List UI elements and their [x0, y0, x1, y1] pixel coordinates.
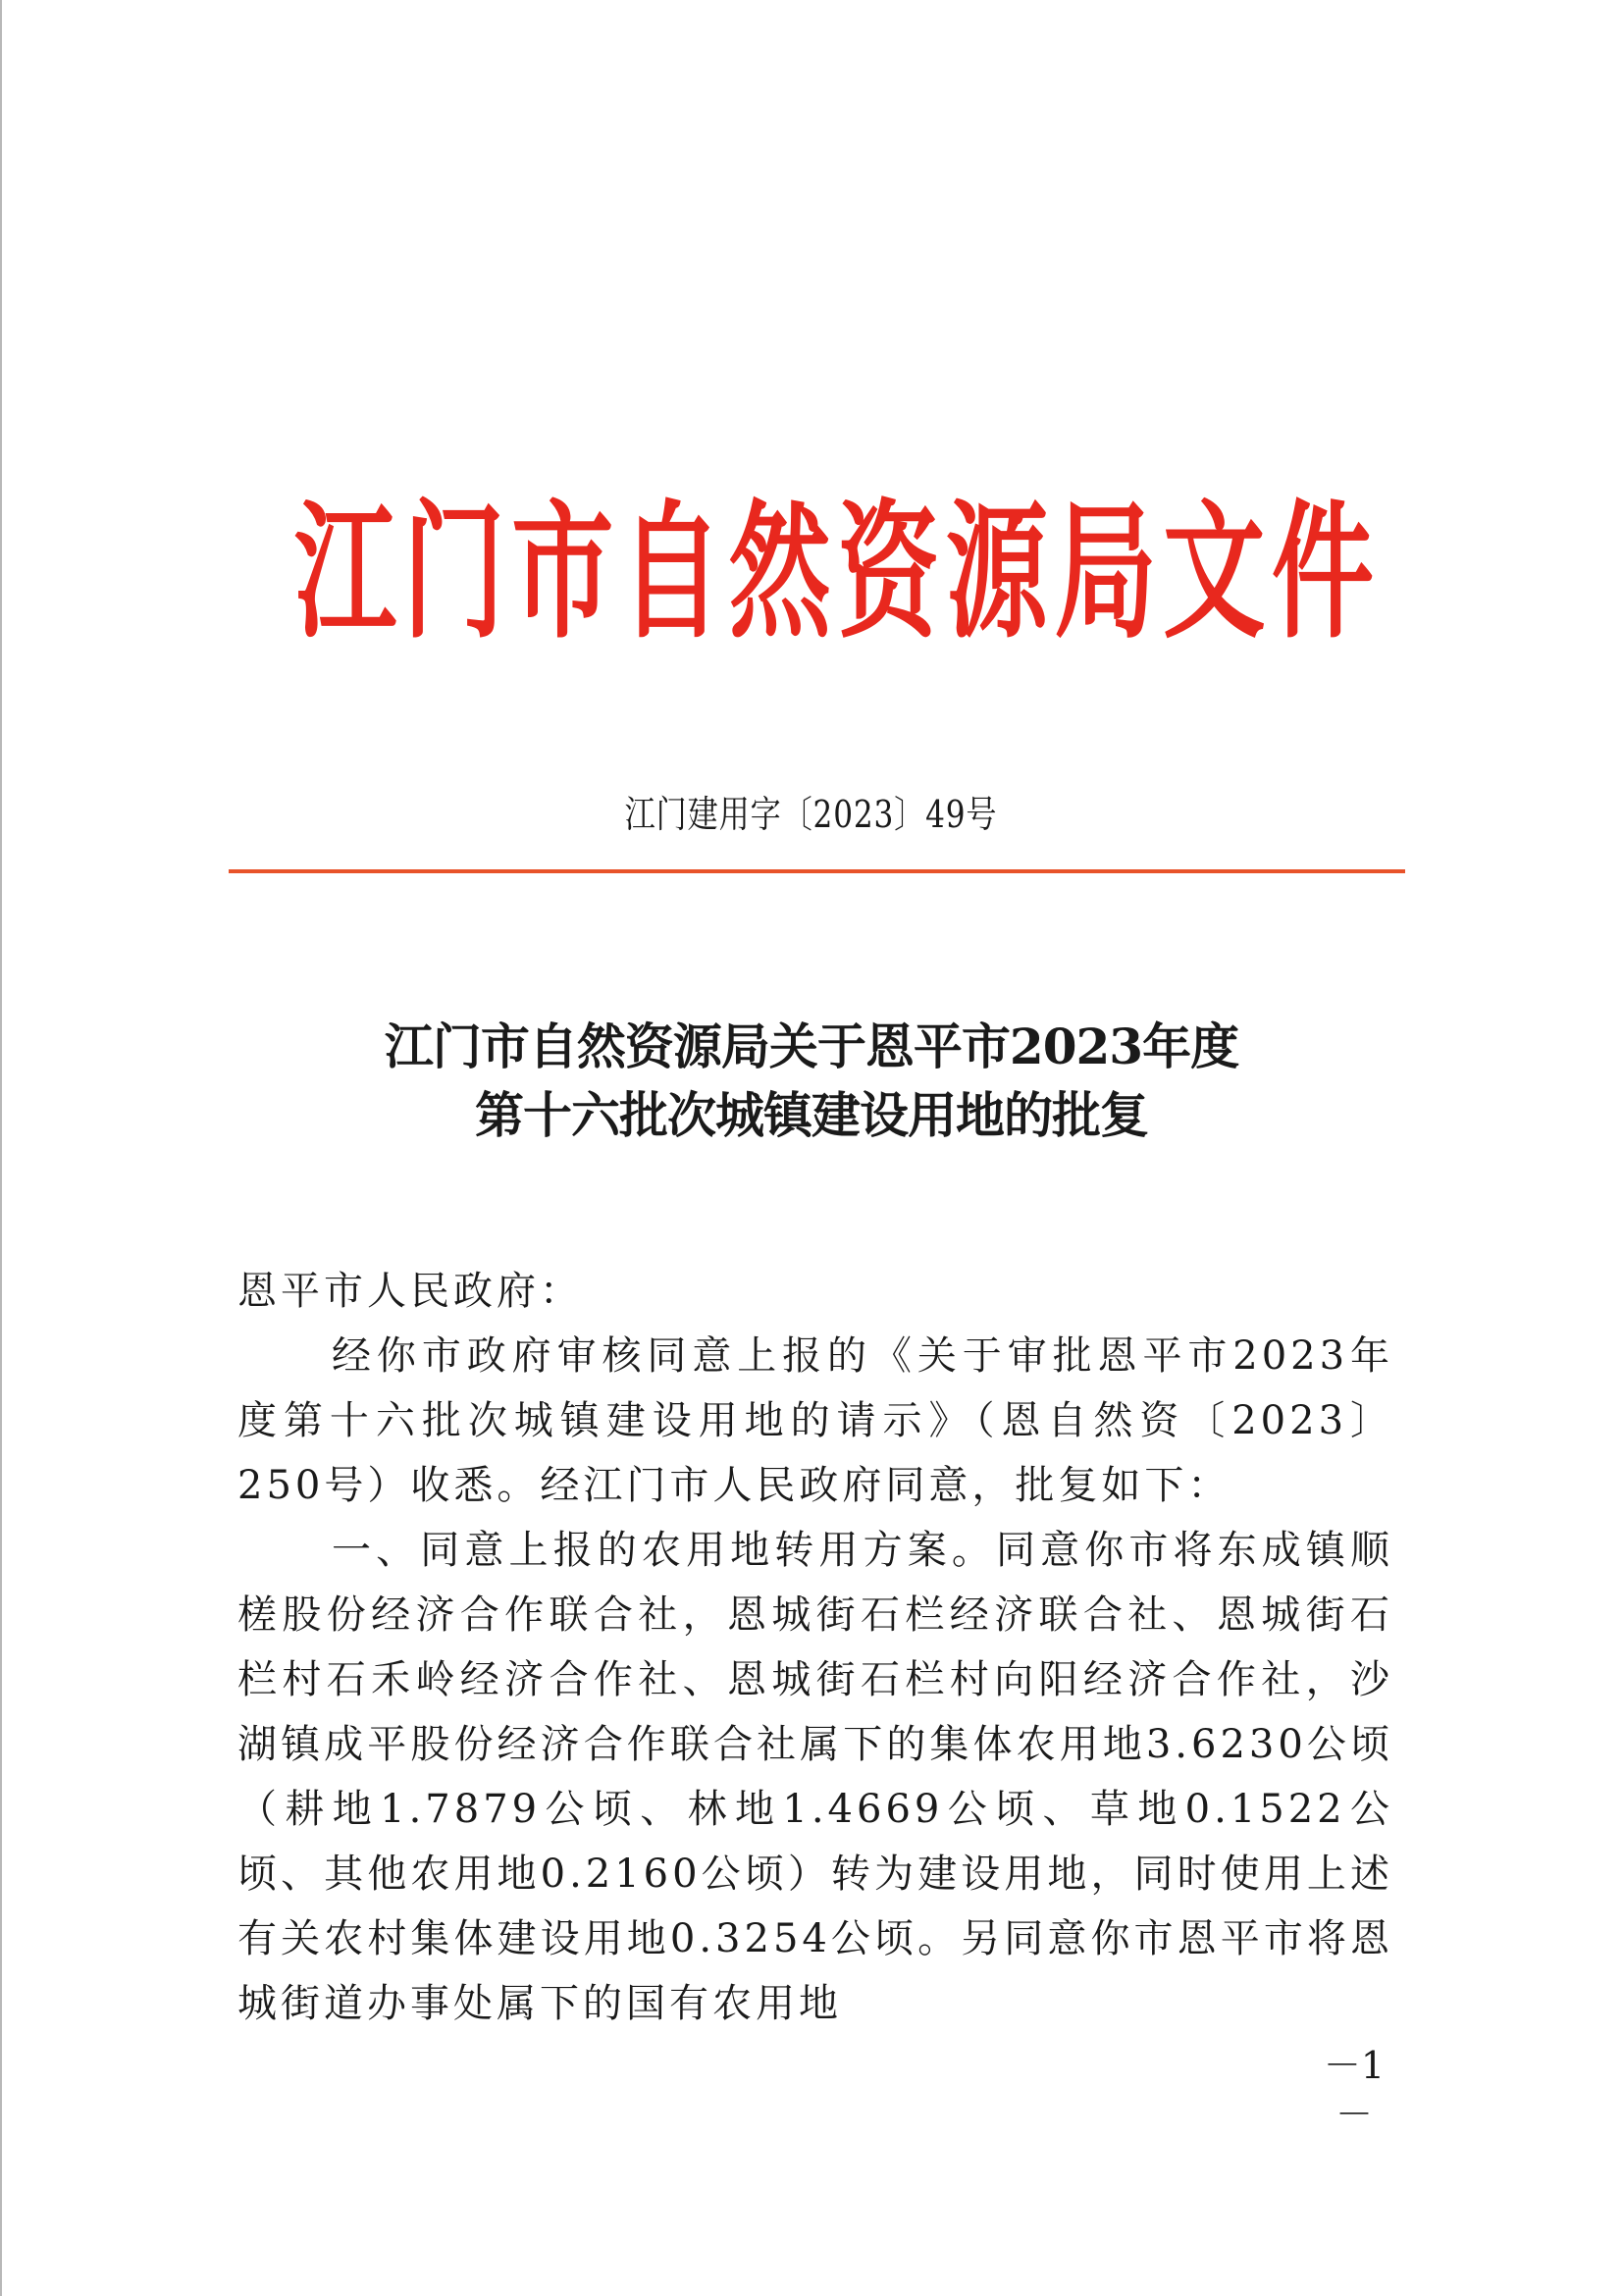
red-divider-rule [229, 869, 1405, 873]
letterhead [294, 484, 1374, 659]
letterhead-char: 源 [945, 484, 1048, 659]
letterhead-char: 自 [619, 484, 722, 659]
letterhead-char: 件 [1271, 484, 1374, 659]
document-body [237, 1259, 1393, 2036]
letterhead-char: 文 [1163, 484, 1266, 659]
letterhead-char: 然 [728, 484, 831, 659]
letterhead-char: 资 [837, 484, 940, 659]
document-title-line-2: 第十六批次城镇建设用地的批复 [475, 1086, 1148, 1144]
scan-edge [0, 0, 2, 2296]
letterhead-char: 门 [402, 484, 505, 659]
letterhead-char: 局 [1054, 484, 1157, 659]
document-number-text: 江门建用字〔2023〕49号 [625, 793, 998, 836]
document-title-line-1: 江门市自然资源局关于恩平市2023年度 [384, 1018, 1239, 1075]
page-number: －1－ [1323, 2044, 1386, 2136]
body-paragraph: 经你市政府审核同意上报的《关于审批恩平市2023年度第十六批次城镇建设用地的请示》（恩自然资〔2023〕250号）收悉。经江门市人民政府同意，批复如下： [237, 1333, 1393, 1508]
salutation: 恩平市人民政府： [237, 1269, 583, 1314]
letterhead-char: 江 [294, 484, 397, 659]
letterhead-char: 市 [511, 484, 614, 659]
body-paragraph: 一、同意上报的农用地转用方案。同意你市将东成镇顺槎股份经济合作联合社，恩城街石栏经济联合社、恩城街石栏村石禾岭经济合作社、恩城街石栏村向阳经济合作社，沙湖镇成平股份经济合作联合社属下的集体农用地3.6230公顷（耕地1.7879公顷、林地1.4669公顷、草地0.1522公顷、其他农用地0.2160公顷）转为建设用地，同时使用上述有关农村集体建设用地0.3254公顷。另同意你市恩平市将恩城街道办事处属下的国有农用地 [237, 1528, 1393, 2026]
document-number [0, 785, 1623, 844]
